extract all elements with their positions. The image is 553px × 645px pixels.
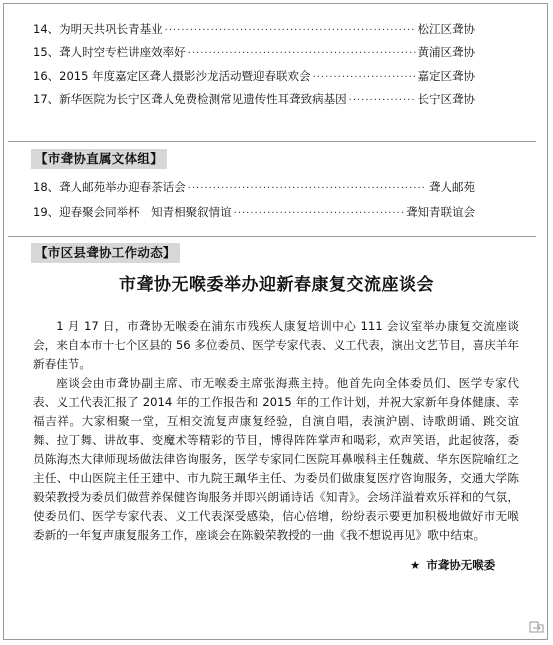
toc-title: 聋人邮苑举办迎春茶话会 bbox=[59, 180, 186, 194]
section-heading-direct-groups: 【市聋协直属文体组】 bbox=[31, 149, 167, 169]
toc-source: 嘉定区聋协 bbox=[417, 69, 475, 83]
section-divider bbox=[8, 236, 536, 237]
toc-title: 聋人时空专栏讲座效率好 bbox=[59, 45, 186, 59]
article-paragraph-1: 1 月 17 日，市聋协无喉委在浦东市残疾人康复培训中心 111 会议室举办康复交流座谈会，来自本市十七个区县的 56 多位委员、医学专家代表、义工代表，演出文艺节目，喜庆羊年新春佳节。 bbox=[33, 319, 519, 371]
toc-title: 2015 年度嘉定区聋人摄影沙龙活动暨迎春联欢会 bbox=[59, 69, 311, 83]
signature-text: 市聋协无喉委 bbox=[426, 558, 496, 572]
toc-number: 14、 bbox=[33, 22, 60, 36]
toc-item-17[interactable] bbox=[33, 92, 475, 108]
toc-source: 聋人邮苑 bbox=[429, 180, 475, 194]
toc-leader-dots bbox=[313, 71, 416, 85]
toc-title: 迎春聚会同举杯 知青相聚叙情谊 bbox=[59, 205, 232, 219]
toc-title: 新华医院为长宁区聋人免费检测常见遗传性耳聋致病基因 bbox=[59, 92, 347, 106]
toc-leader-dots bbox=[188, 182, 427, 196]
section-divider bbox=[8, 141, 536, 142]
section-heading-district-news: 【市区县聋协工作动态】 bbox=[31, 243, 180, 263]
toc-number: 16、 bbox=[33, 69, 60, 83]
toc-source: 黄浦区聋协 bbox=[417, 45, 475, 59]
toc-item-18[interactable] bbox=[33, 180, 475, 196]
toc-title: 为明天共巩长青基业 bbox=[59, 22, 163, 36]
toc-number: 18、 bbox=[33, 180, 60, 194]
toc-number: 19、 bbox=[33, 205, 60, 219]
article-headline: 市聋协无喉委举办迎新春康复交流座谈会 bbox=[119, 275, 434, 295]
article-signature bbox=[410, 557, 495, 573]
toc-leader-dots bbox=[165, 24, 416, 38]
toc-source: 松江区聋协 bbox=[417, 22, 475, 36]
page-curl-icon[interactable] bbox=[528, 619, 546, 635]
toc-item-16[interactable] bbox=[33, 69, 475, 85]
toc-leader-dots bbox=[188, 47, 416, 61]
toc-leader-dots bbox=[234, 207, 404, 221]
toc-item-14[interactable] bbox=[33, 22, 475, 38]
toc-item-19[interactable] bbox=[33, 205, 475, 221]
article-paragraph-2: 座谈会由市聋协副主席、市无喉委主席张海燕主持。他首先向全体委员们、医学专家代表、义工代表汇报了 2014 年的工作报告和 2015 年的工作计划，并祝大家新年身体健康、幸福吉祥。大家相聚一堂，互相交流复声康复经验，自演自唱，表演沪剧、诗歌朗诵、跳交谊舞、拉丁舞、讲故事、变魔术等精彩的节目，博得阵阵掌声和喝彩，欢声笑语，此起彼落，委员陈海杰大律师现场做法律咨询服务，医学专家同仁医院耳鼻喉科主任魏葳、华东医院喻红之主任、中山医院主任王建中、市九院王珮华主任、为委员们做康复医疗咨询服务，交通大学陈毅荣教授为委员们做营养保健咨询服务并即兴朗诵诗话《知青》。会场洋溢着欢乐祥和的气氛，使委员们、医学专家代表、义工代表深受感染，信心倍增，纷纷表示要更加积极地做好市无喉委新的一年复声康复服务工作，座谈会在陈毅荣教授的一曲《我不想说再见》歌中结束。 bbox=[33, 376, 519, 542]
toc-number: 17、 bbox=[33, 92, 60, 106]
toc-leader-dots bbox=[349, 94, 416, 108]
star-icon: ★ bbox=[410, 558, 421, 572]
toc-source: 聋知青联谊会 bbox=[406, 205, 475, 219]
toc-source: 长宁区聋协 bbox=[417, 92, 475, 106]
toc-number: 15、 bbox=[33, 45, 60, 59]
toc-item-15[interactable] bbox=[33, 45, 475, 61]
